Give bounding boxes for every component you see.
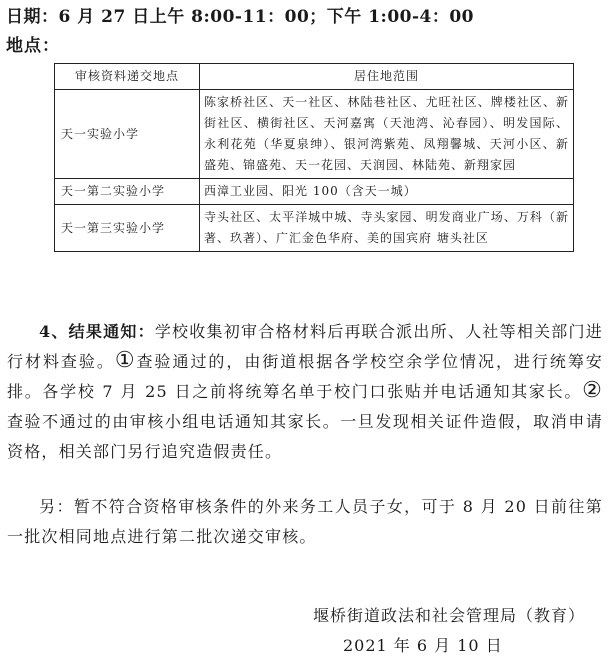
date-line: 日期：6 月 27 日上午 8:00-11：00；下午 1:00-4：00 [6,7,475,27]
table-row [55,179,574,205]
range-cell: 陈家桥社区、天一社区、林陆巷社区、尤旺社区、牌楼社区、新街社区、横街社区、天河嘉寓（天池湾、沁春园）、明发国际、永利花苑（华夏泉绅）、银河湾紫苑、凤翔馨城、天河小区、新盛苑、锦盛苑、天一花园、天润园、林陆苑、新翔家园 [200,90,574,179]
signature-org: 堰桥街道政法和社会管理局（教育） [312,606,585,625]
range-cell: 西漳工业园、阳光 100（含天一城） [200,179,574,205]
result-text: 查验不通过的由审核小组电话通知其家长。一旦发现相关证件造假，取消申请资格，相关部门另行追究造假责任。 [7,412,603,461]
table-row [55,205,574,252]
school-cell: 天一实验小学 [55,90,200,179]
result-text: 学校收集初审合格材料后再联合派出所、人社等相关部门进行材料查验。 [7,322,603,371]
column-header: 审核资料递交地点 [55,64,200,90]
signature-date: 2021 年 6 月 10 日 [343,636,503,655]
school-cell: 天一第二实验小学 [55,179,200,205]
column-header: 居住地范围 [200,64,574,90]
extra-paragraph [7,492,603,552]
circled-number-1: ① [114,348,137,373]
result-paragraph [7,317,603,467]
site-table [54,63,574,252]
table-row [55,90,574,179]
result-heading: 4、结果通知： [39,322,155,341]
circled-number-2: ② [582,378,603,403]
table-header-row [55,64,574,90]
place-label: 地点： [6,36,60,56]
extra-text: 另：暂不符合资格审核条件的外来务工人员子女，可于 8 月 20 日前往第一批次相同地点进行第二批次递交审核。 [7,497,603,546]
school-cell: 天一第三实验小学 [55,205,200,252]
result-text: 查验通过的，由街道根据各学校空余学位情况，进行统筹安排。各学校 7 月 25 日之前将统筹名单于校门口张贴并电话通知其家长。 [7,352,603,401]
range-cell: 寺头社区、太平洋城中城、寺头家园、明发商业广场、万科（新著、玖著）、广汇金色华府、美的国宾府 塘头社区 [200,205,574,252]
